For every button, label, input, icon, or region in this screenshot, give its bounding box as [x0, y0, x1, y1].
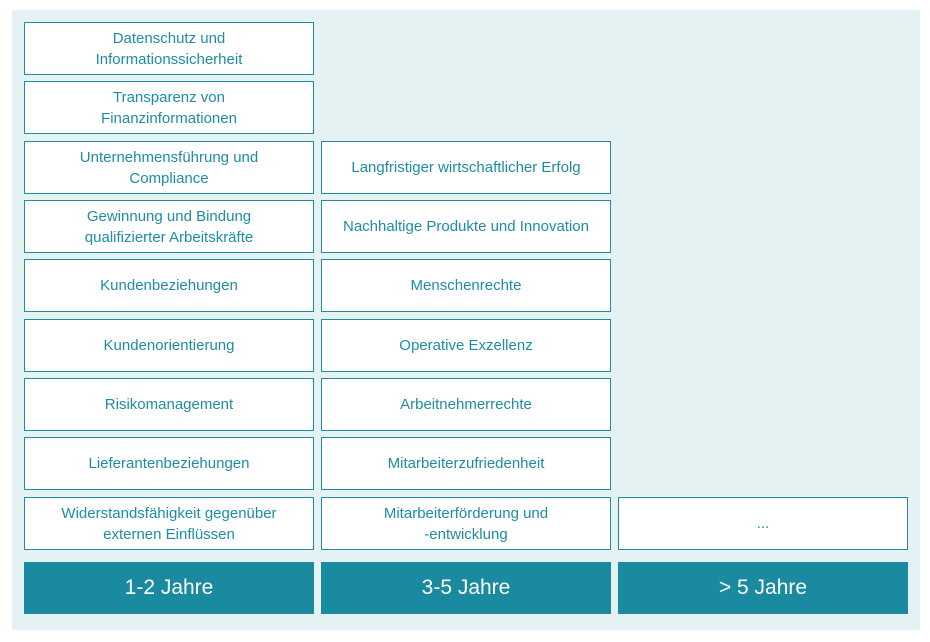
- timeframe-label: > 5 Jahre: [718, 576, 808, 599]
- topic-box: [321, 141, 611, 194]
- topic-label: Widerstandsfähigkeit gegenüber externen Einflüssen: [61, 504, 277, 543]
- column-over-5-jahre: [618, 0, 908, 642]
- topic-label: Lieferantenbeziehungen: [88, 455, 250, 472]
- topic-label: Arbeitnehmerrechte: [400, 396, 532, 413]
- timeframe-header: [24, 562, 314, 614]
- topic-box: [24, 437, 314, 490]
- topic-label: Transparenz von Finanzinformationen: [101, 88, 237, 127]
- topic-label: Kundenorientierung: [103, 337, 235, 354]
- topic-box: [321, 200, 611, 253]
- topic-box: [24, 497, 314, 550]
- topic-box: [24, 378, 314, 431]
- topic-box: [321, 259, 611, 312]
- topic-label: Unternehmensführung und Compliance: [79, 148, 259, 187]
- timeframe-label: 1-2 Jahre: [124, 576, 214, 599]
- timeframe-label: 3-5 Jahre: [421, 576, 511, 599]
- topic-box: [24, 22, 314, 75]
- column-1-2-jahre: [24, 0, 314, 642]
- topic-label: Menschenrechte: [410, 277, 522, 294]
- timeframe-header: [618, 562, 908, 614]
- topic-label: Datenschutz und Informationssicherheit: [95, 29, 243, 68]
- topic-label: Operative Exzellenz: [399, 337, 533, 354]
- topic-box: [24, 259, 314, 312]
- topic-label: Kundenbeziehungen: [100, 277, 238, 294]
- topic-label: Risikomanagement: [104, 396, 234, 413]
- topic-box: [24, 81, 314, 134]
- topic-label: ...: [756, 515, 770, 532]
- timeframe-header: [321, 562, 611, 614]
- topic-label: Gewinnung und Bindung qualifizierter Arbeitskräfte: [84, 207, 254, 246]
- topic-box: [24, 319, 314, 372]
- topic-label: Nachhaltige Produkte und Innovation: [342, 218, 589, 235]
- topic-box: [321, 437, 611, 490]
- topic-box: [321, 497, 611, 550]
- column-3-5-jahre: [321, 0, 611, 642]
- topic-label: Mitarbeiterzufriedenheit: [387, 455, 545, 472]
- topic-box: [24, 141, 314, 194]
- topic-box: [618, 497, 908, 550]
- topic-box: [321, 378, 611, 431]
- topic-label: Mitarbeiterförderung und -entwicklung: [383, 504, 549, 543]
- topic-box: [321, 319, 611, 372]
- topic-label: Langfristiger wirtschaftlicher Erfolg: [351, 159, 581, 176]
- topic-box: [24, 200, 314, 253]
